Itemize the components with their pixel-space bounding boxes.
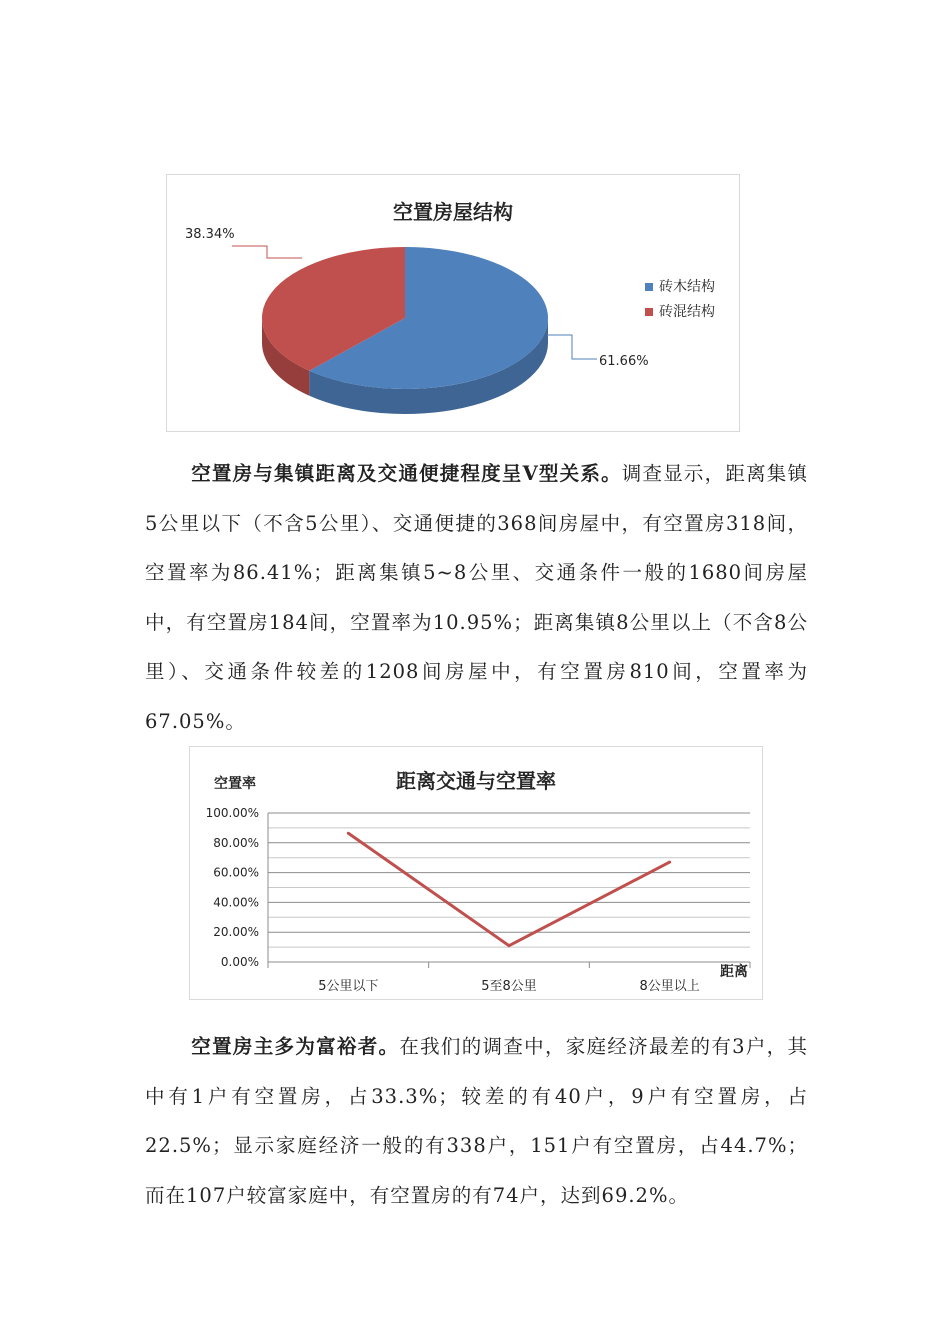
paragraph-lead: 空置房与集镇距离及交通便捷程度呈V型关系。 (191, 462, 622, 485)
data-point (508, 944, 511, 947)
data-label: 38.34% (185, 227, 235, 242)
line-chart-frame (189, 746, 763, 1000)
legend-swatch (645, 283, 653, 291)
leader-line (232, 246, 302, 258)
pie-chart (167, 175, 739, 431)
y-tick-label: 80.00% (213, 835, 259, 850)
paragraph-lead: 空置房主多为富裕者。 (191, 1035, 400, 1058)
paragraph-v-relation (145, 449, 808, 747)
legend-swatch (645, 308, 653, 316)
series-line (348, 833, 669, 945)
y-tick-label: 40.00% (213, 895, 259, 910)
paragraph-wealthy-owners (145, 1022, 808, 1220)
paragraph-body: 调查显示，距离集镇5公里以下（不含5公里）、交通便捷的368间房屋中，有空置房318间，空置率为86.41%；距离集镇5~8公里、交通条件一般的1680间房屋中，有空置房184间，空置率为10.95%；距离集镇8公里以上（不含8公里）、交通条件较差的1208间房屋中，有空置房810间，空置率为67.05%。 (145, 462, 808, 733)
chart-title: 空置房屋结构 (393, 200, 513, 224)
y-tick-label: 100.00% (205, 806, 259, 820)
x-tick-label: 5至8公里 (481, 979, 537, 994)
x-tick-label: 8公里以上 (639, 979, 700, 994)
data-label: 61.66% (599, 354, 649, 369)
legend-label: 砖木结构 (659, 279, 715, 295)
legend-label: 砖混结构 (659, 304, 715, 320)
y-tick-label: 60.00% (213, 865, 259, 880)
x-axis-title: 距离 (720, 964, 748, 980)
chart-title: 距离交通与空置率 (396, 769, 556, 793)
x-tick-label: 5公里以下 (318, 979, 379, 994)
leader-line (547, 335, 597, 359)
line-chart (190, 747, 762, 999)
data-point (347, 832, 350, 835)
data-point (668, 861, 671, 864)
y-axis-title: 空置率 (214, 776, 256, 792)
y-tick-label: 20.00% (213, 925, 259, 940)
pie-chart-frame (166, 174, 740, 432)
paragraph-body: 在我们的调查中，家庭经济最差的有3户，其中有1户有空置房，占33.3%；较差的有40户，9户有空置房，占22.5%；显示家庭经济一般的有338户，151户有空置房，占44.7%；而在107户较富家庭中，有空置房的有74户，达到69.2%。 (145, 1035, 808, 1207)
y-tick-label: 0.00% (220, 955, 259, 969)
